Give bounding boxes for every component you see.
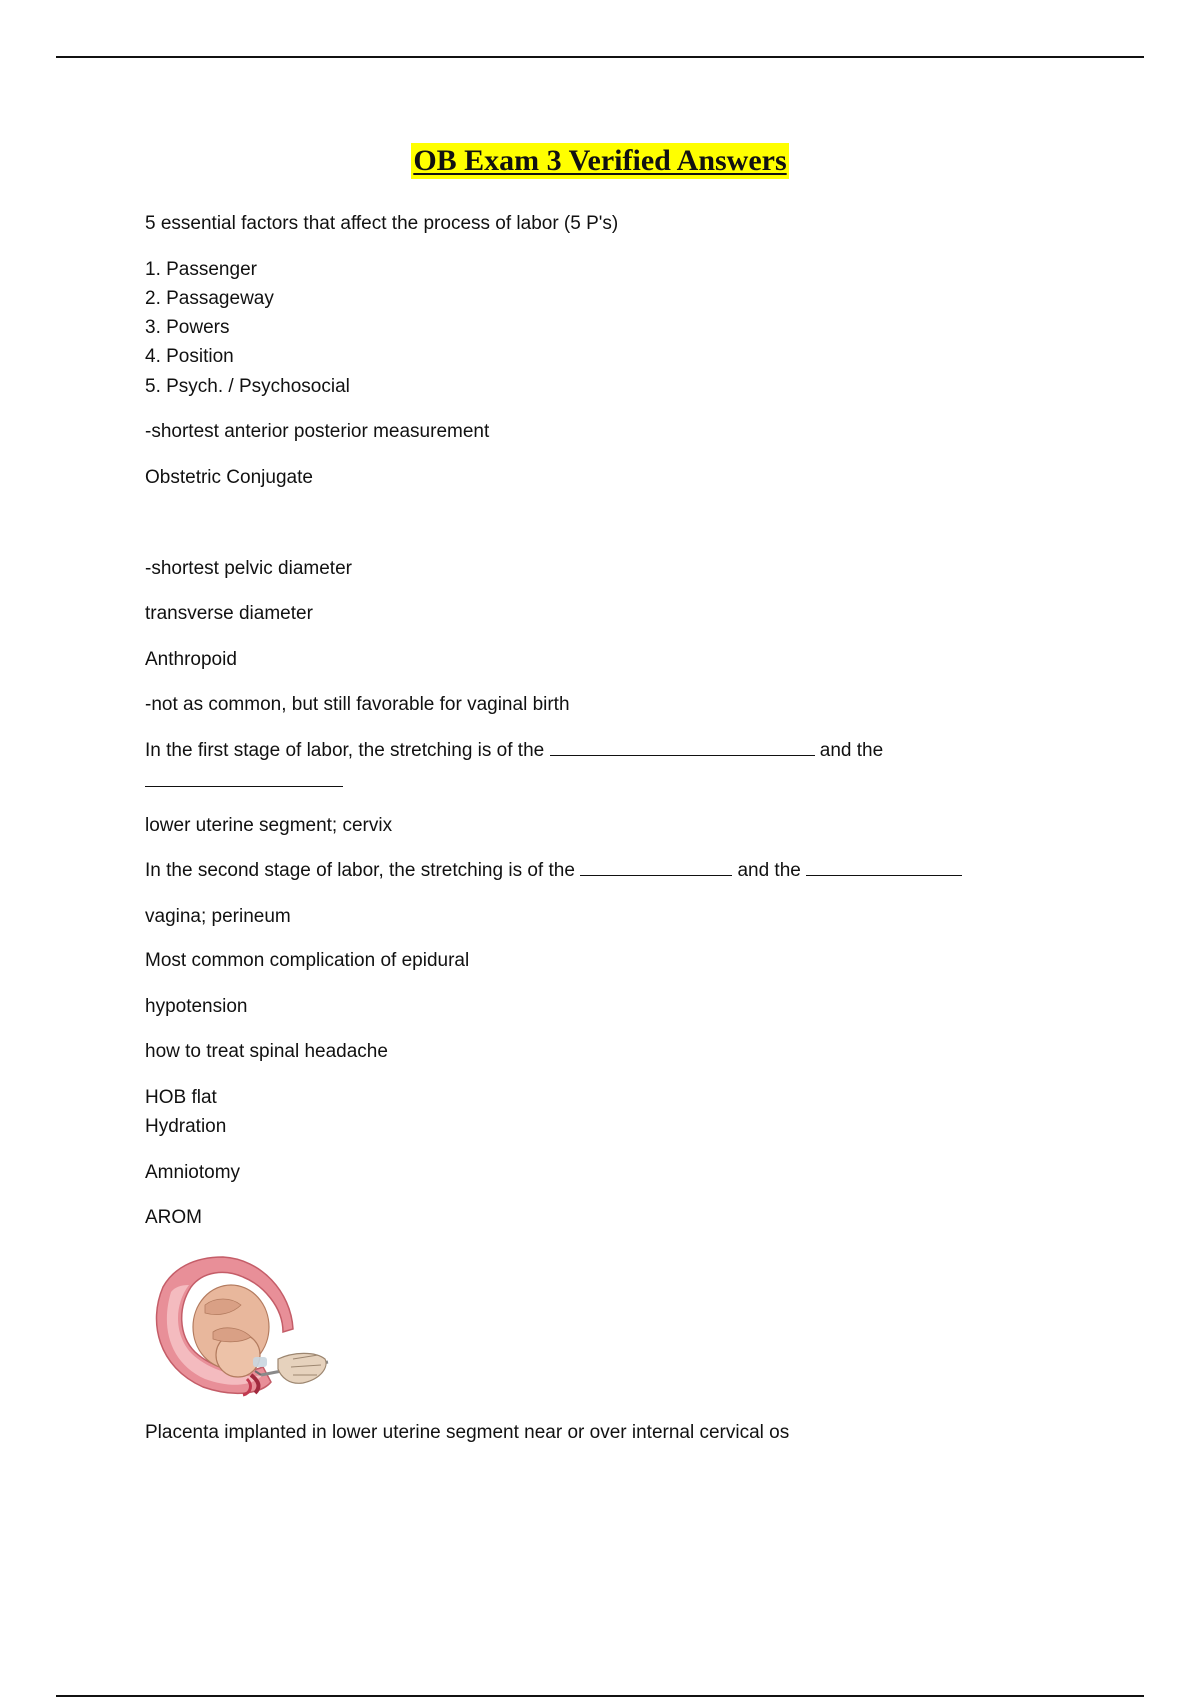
question-shortest-pelvic: -shortest pelvic diameter bbox=[145, 558, 352, 579]
answer-amniotomy: AROM bbox=[145, 1207, 202, 1228]
answer-first-stage: lower uterine segment; cervix bbox=[145, 815, 393, 836]
factor-item: 3. Powers bbox=[145, 317, 230, 338]
answer-epidural: hypotension bbox=[145, 996, 248, 1017]
factor-item: 5. Psych. / Psychosocial bbox=[145, 376, 350, 397]
question-first-stage bbox=[145, 739, 883, 763]
footer-rule bbox=[56, 1695, 1144, 1697]
question-first-stage-text: In the first stage of labor, the stretching is of the bbox=[145, 740, 545, 761]
answer-spinal-headache-line2: Hydration bbox=[145, 1116, 227, 1137]
title-container bbox=[0, 143, 1200, 179]
question-amniotomy: Amniotomy bbox=[145, 1162, 241, 1183]
fill-in-blank bbox=[550, 739, 815, 756]
question-anthropoid: Anthropoid bbox=[145, 649, 237, 670]
factor-item: 2. Passageway bbox=[145, 288, 274, 309]
answer-second-stage: vagina; perineum bbox=[145, 906, 291, 927]
fill-in-blank bbox=[580, 859, 732, 876]
factor-item: 4. Position bbox=[145, 346, 234, 367]
question-first-stage-conjunction: and the bbox=[819, 740, 884, 761]
question-second-stage-text: In the second stage of labor, the stretching is of the bbox=[145, 860, 575, 881]
question-shortest-ap: -shortest anterior posterior measurement bbox=[145, 421, 490, 442]
page-title: OB Exam 3 Verified Answers bbox=[413, 144, 787, 177]
header-rule bbox=[56, 56, 1144, 58]
amniotomy-illustration-icon bbox=[143, 1247, 333, 1397]
question-placenta: Placenta implanted in lower uterine segment near or over internal cervical os bbox=[145, 1422, 790, 1443]
answer-shortest-ap: Obstetric Conjugate bbox=[145, 467, 313, 488]
fill-in-blank bbox=[145, 786, 343, 787]
answer-spinal-headache-line1: HOB flat bbox=[145, 1087, 217, 1108]
answer-anthropoid: -not as common, but still favorable for vaginal birth bbox=[145, 694, 570, 715]
question-spinal-headache: how to treat spinal headache bbox=[145, 1041, 388, 1062]
fill-in-blank bbox=[806, 859, 962, 876]
question-factors: 5 essential factors that affect the process of labor (5 P's) bbox=[145, 213, 619, 234]
question-second-stage bbox=[145, 859, 962, 883]
question-second-stage-conjunction: and the bbox=[737, 860, 801, 881]
answer-shortest-pelvic: transverse diameter bbox=[145, 603, 313, 624]
factor-item: 1. Passenger bbox=[145, 259, 257, 280]
question-epidural: Most common complication of epidural bbox=[145, 950, 470, 971]
